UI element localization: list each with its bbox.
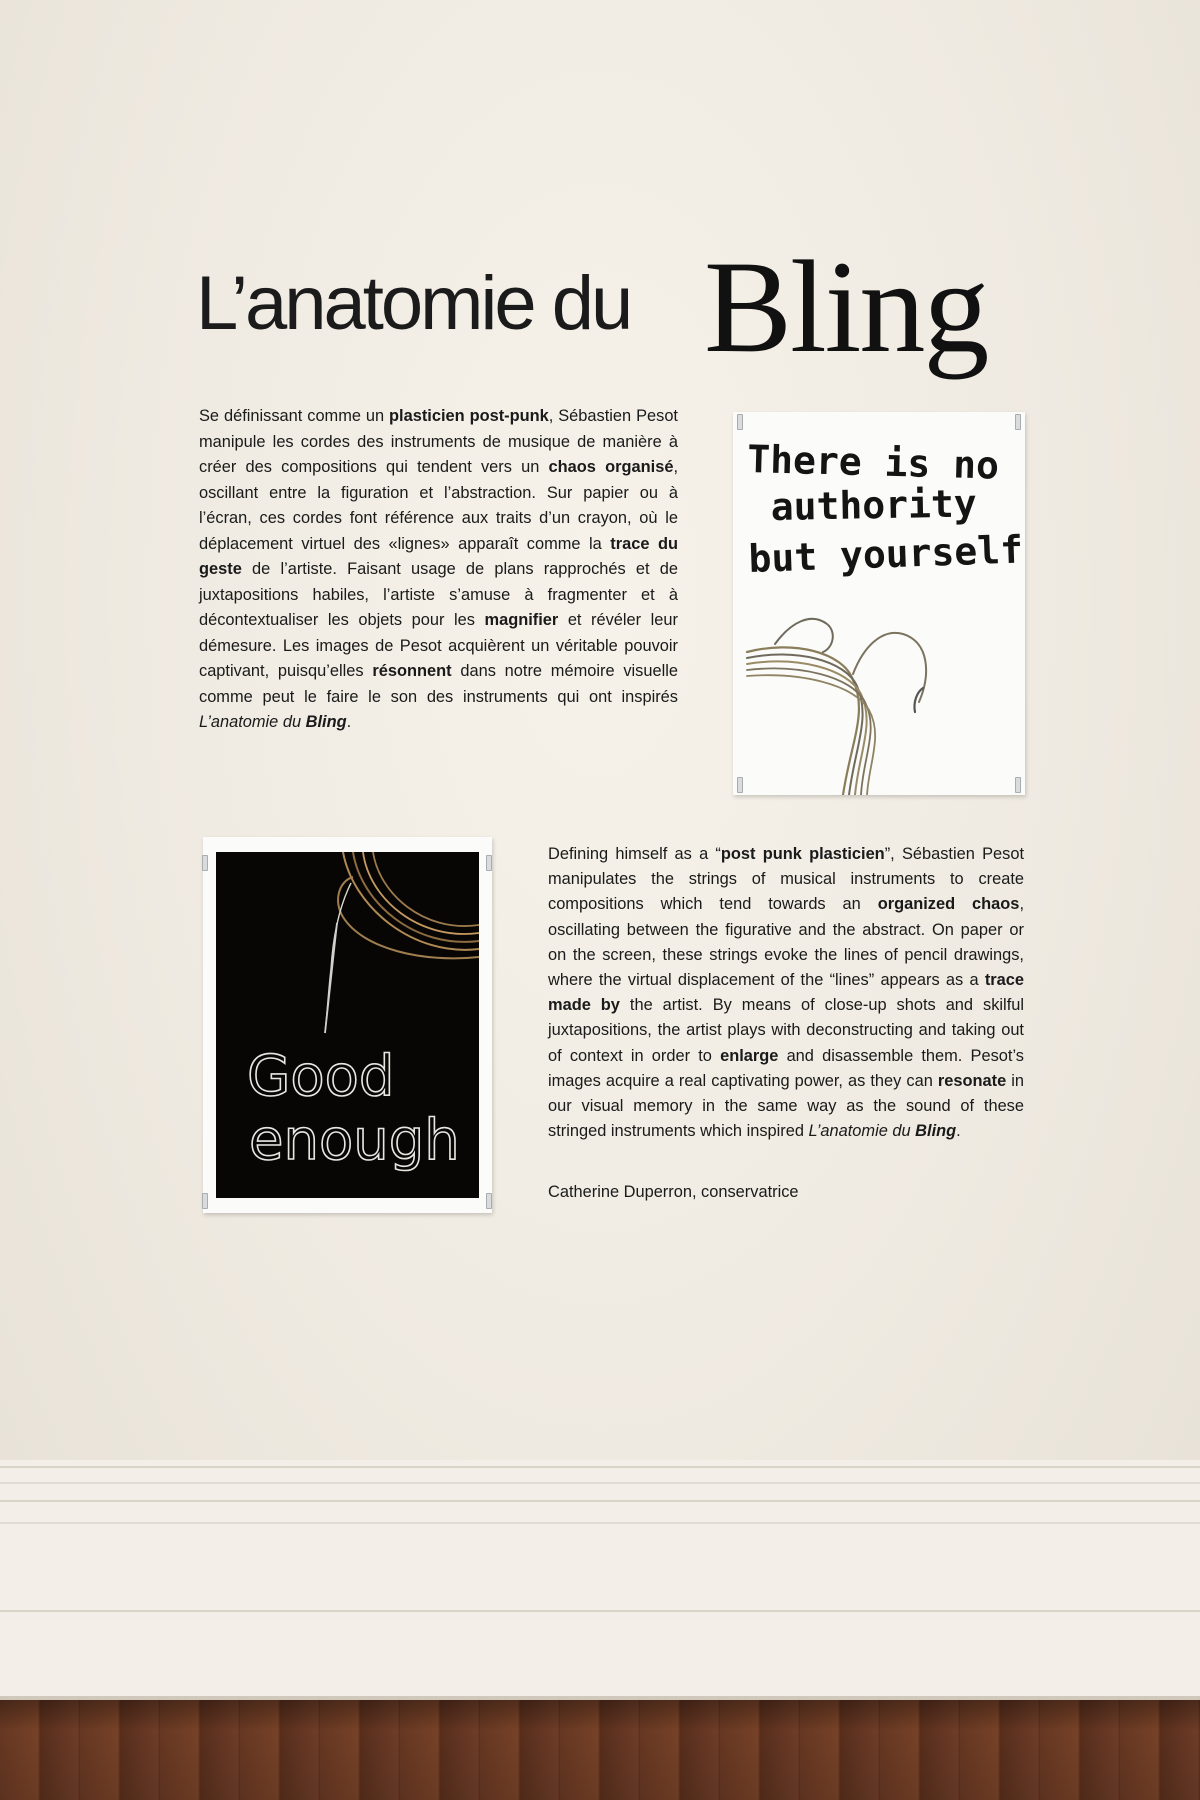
molding-line (0, 1466, 1200, 1468)
en-bold: organized chaos (877, 895, 1020, 914)
en-text: the artist. By means of close-up shots and skilful juxtapositions, the artist plays with deconstructing and taking out of context in order to (548, 996, 1025, 1065)
en-text: . (956, 1122, 961, 1141)
english-paragraph (548, 842, 1024, 1144)
needle (325, 923, 337, 1033)
mount-clip (486, 1193, 492, 1209)
poster-no-authority-art (733, 412, 1025, 795)
chalk-line-1: Good (247, 1044, 395, 1109)
fr-bold: plasticien post-punk (389, 407, 549, 425)
chalk-text (247, 1044, 460, 1173)
mount-clip (737, 777, 743, 793)
french-description (199, 404, 678, 736)
handwritten-text (747, 437, 1024, 581)
coil-string-2 (353, 852, 479, 942)
fr-text: Se définissant comme un (199, 407, 390, 425)
en-text: in our visual memory in the same way as the sound of these stringed instruments which inspired (548, 1071, 1024, 1141)
en-text: and disassemble them. Pesot’s images acquire a real captivating power, as they can (548, 1046, 1024, 1090)
chalk-line-2: enough (249, 1108, 460, 1173)
molding-line (0, 1482, 1200, 1484)
molding-line (0, 1522, 1200, 1524)
en-text: Defining himself as a “ (548, 845, 721, 863)
mount-clip (202, 1193, 208, 1209)
curator-signature: Catherine Duperron, conservatrice (548, 1183, 799, 1201)
poster-no-authority (733, 412, 1025, 795)
fr-text: , Sébastien Pesot manipule les cordes des instruments de musique de manière à créer des compositions qui tendent vers un (199, 407, 678, 476)
fr-text: . (346, 713, 352, 731)
en-bold: trace made by (548, 971, 1024, 1015)
mount-clip (1015, 414, 1021, 430)
title-bling-text: Bling (704, 233, 988, 380)
fr-bold: trace du geste (199, 534, 679, 578)
fr-text: dans notre mémoire visuelle comme peut le faire le son des instruments qui ont inspirés (199, 662, 678, 706)
poster-good-enough-art (203, 837, 492, 1213)
en-italic: L’anatomie du (808, 1122, 916, 1141)
title-light-text: L’anatomie du (196, 261, 631, 346)
mount-clip (486, 855, 492, 871)
en-bold: enlarge (720, 1046, 779, 1065)
fr-text: et révéler leur démesure. Les images de Pesot acquièrent un véritable pouvoir captivant, puisqu’elles (199, 611, 678, 680)
string-3 (747, 662, 867, 795)
guitar-strings-drawing (747, 619, 926, 795)
fr-bold-italic: Bling (305, 713, 347, 731)
baseboard-molding (0, 1460, 1200, 1700)
mount-clip (202, 855, 208, 871)
french-paragraph (199, 404, 678, 736)
fr-bold: chaos organisé (548, 458, 674, 476)
coil-string-3 (363, 852, 479, 934)
fr-italic: L’anatomie du (199, 713, 306, 731)
string-coil-drawing (325, 852, 479, 1033)
molding-line (0, 1610, 1200, 1612)
string-end (914, 688, 923, 712)
en-bold-italic: Bling (915, 1122, 957, 1141)
fr-bold: magnifier (484, 611, 559, 629)
fr-text: de l’artiste. Faisant usage de plans rapprochés et de juxtapositions habiles, l’artiste s’amuse à fragmenter et à décontextualiser les objets pour les (199, 560, 678, 629)
en-text: ”, Sébastien Pesot manipulates the strings of musical instruments to create compositions which tend towards an (548, 845, 1024, 914)
coil-string-1 (343, 852, 479, 950)
english-description (548, 842, 1024, 1144)
poster-good-enough (203, 837, 492, 1213)
en-bold: resonate (937, 1071, 1007, 1090)
fr-bold: résonnent (372, 662, 452, 680)
string-loop-2 (853, 633, 926, 702)
handwriting-line-2: authority (770, 481, 978, 529)
handwriting-line-1: There is no (746, 437, 1000, 488)
mount-clip (737, 414, 743, 430)
en-bold: post punk plasticien (720, 845, 885, 863)
handwriting-line-3: but yourself (747, 527, 1024, 581)
exhibition-title (196, 233, 1096, 388)
fr-text: , oscillant entre la figuration et l’abstraction. Sur papier ou à l’écran, ces cordes font référence aux traits d’un crayon, où le déplacement virtuel des «lignes» apparaît comme la (199, 458, 678, 553)
floor-shading (0, 1700, 1200, 1800)
mount-clip (1015, 777, 1021, 793)
en-text: , oscillating between the figurative and the abstract. On paper or on the screen, these strings evoke the lines of pencil drawings, where the virtual displacement of the “lines” appears as a (548, 895, 1024, 990)
molding-line (0, 1500, 1200, 1502)
